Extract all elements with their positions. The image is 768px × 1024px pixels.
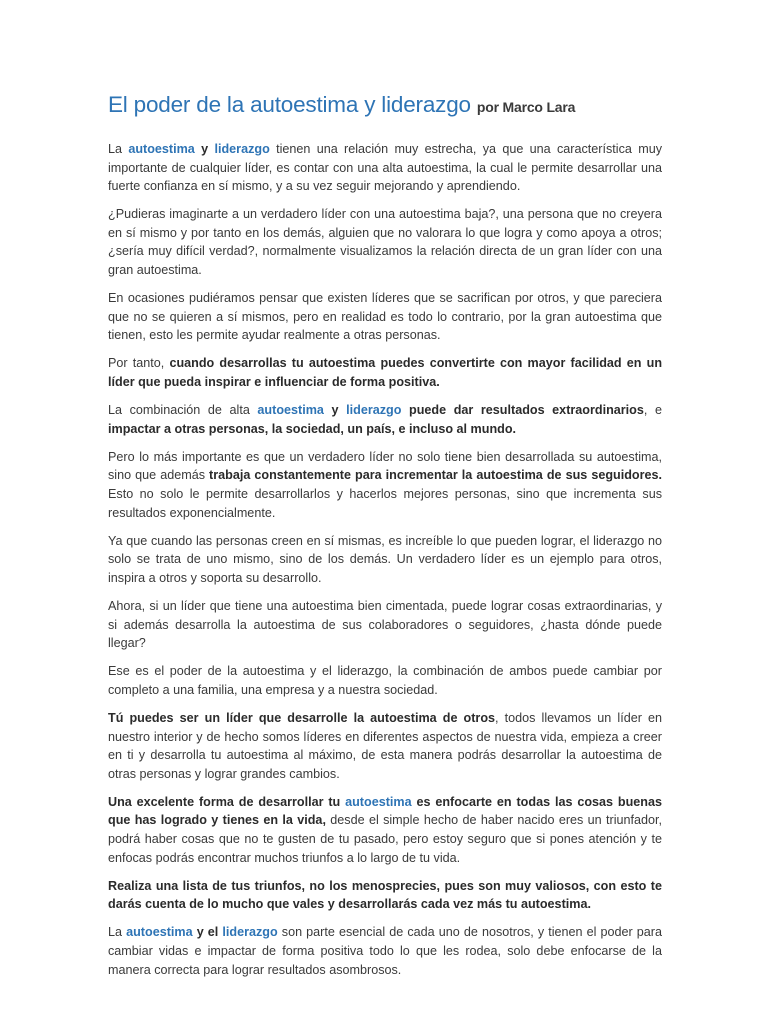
bold-run: trabaja constantemente para incrementar la autoestima de sus seguidores. [209,468,662,483]
keyword-link[interactable]: autoestima [257,403,324,418]
text-run: La [108,142,129,156]
bold-run: y [194,142,215,156]
paragraph-5 [108,401,662,438]
keyword-link[interactable]: liderazgo [346,403,402,418]
bold-run: y el [192,925,223,940]
paragraph-10 [108,709,662,783]
text-run: Esto no solo le permite desarrollarlos y hacerlos mejores personas, sino que incrementa sus resultados exponencialmente. [108,487,662,520]
bold-run: es enfocarte en todas las cosas buenas que has logrado y tienes en la vida, [108,794,662,828]
text-run: , todos llevamos un líder en nuestro interior y de hecho somos líderes en diferentes aspectos de nuestra vida, empieza a creer en ti y desarrolla tu autoestima al máximo, de esta manera podrás desarrollar la autoestima de otras personas y lograr grandes cambios. [108,710,662,781]
keyword-link[interactable]: liderazgo [222,925,278,940]
text-run: son parte esencial de cada uno de nosotros, y tienen el poder para cambiar vidas e impactar de forma positiva todo lo que les rodea, solo debe enfocarse de la manera correcta para lograr resultados asombrosos. [108,925,663,977]
paragraph-9: Ese es el poder de la autoestima y el liderazgo, la combinación de ambos puede cambiar por completo a una familia, una empresa y a nuestra sociedad. [108,664,662,697]
text-run: Pero lo más importante es que un verdadero líder no solo tiene bien desarrollada su autoestima, sino que además [108,449,662,483]
keyword-link[interactable]: autoestima [126,925,193,940]
bold-run: Una excelente forma de desarrollar tu [108,794,346,809]
author-byline: por Marco Lara [476,99,576,115]
document-title [108,90,662,122]
text-run: , e [643,403,662,418]
paragraph-8: Ahora, si un líder que tiene una autoestima bien cimentada, puede lograr cosas extraordinarias, y si además desarrolla la autoestima de sus colaboradores o seguidores, ¿hasta dónde puede llegar? [108,598,662,651]
paragraph-6 [108,448,662,522]
text-run: tienen una relación muy estrecha, ya que una característica muy importante de cualquier líder, es contar con una alta autoestima, la cual le permite desarrollar una fuerte confianza en sí mismo, y a su vez seguir mejorando y aprendiendo. [108,142,662,194]
paragraph-7: Ya que cuando las personas creen en sí mismas, es increíble lo que pueden lograr, el liderazgo no solo se trata de uno mismo, sino de los demás. Un verdadero líder es un ejemplo para otros, inspira a otros y soporta su desarrollo. [108,533,662,585]
paragraph-3: En ocasiones pudiéramos pensar que existen líderes que se sacrifican por otros, y que pareciera que no se quieren a sí mismos, pero en realidad es todo lo contrario, por la gran autoestima que tienen, esto les permite ayudar realmente a otras personas. [108,291,662,343]
bold-run: impactar a otras personas, la sociedad, un país, e incluso al mundo. [108,421,517,436]
paragraph-1 [108,140,662,196]
paragraph-11 [108,793,662,867]
keyword-link[interactable]: liderazgo [214,142,270,156]
bold-run: Tú puedes ser un líder que desarrolle la autoestima de otros [108,710,496,725]
text-run: desde el simple hecho de haber nacido eres un triunfador, podrá haber cosas que no te gusten de tu pasado, pero estoy seguro que si pones atención y te enfocas podrás encontrar muchos triunfos a lo largo de tu vida. [108,813,663,865]
bold-run: puede dar resultados extraordinarios [401,403,644,418]
text-run: La [108,925,127,940]
text-run: Por tanto, [108,356,170,371]
keyword-link[interactable]: autoestima [128,142,195,156]
paragraph-2: ¿Pudieras imaginarte a un verdadero líder con una autoestima baja?, una persona que no creyera en sí mismo y por tanto en los demás, alguien que no valorara lo que logra y como apoya a otros; ¿sería muy difícil verdad?, normalmente visualizamos la relación directa de un gran líder con una gran autoestima. [108,207,662,278]
paragraph-4 [108,354,662,391]
paragraph-12 [108,877,662,914]
bold-run: y [323,403,347,418]
paragraph-13 [108,923,662,979]
keyword-link[interactable]: autoestima [345,794,412,809]
title-text: El poder de la autoestima y liderazgo [108,92,471,117]
text-run: La combinación de alta [108,403,258,418]
bold-run: cuando desarrollas tu autoestima puedes convertirte con mayor facilidad en un líder que pueda inspirar e influenciar de forma positiva. [108,356,663,390]
bold-run: Realiza una lista de tus triunfos, no los menosprecies, pues son muy valiosos, con esto te darás cuenta de lo mucho que vales y desarrollarás cada vez más tu autoestima. [108,878,662,912]
